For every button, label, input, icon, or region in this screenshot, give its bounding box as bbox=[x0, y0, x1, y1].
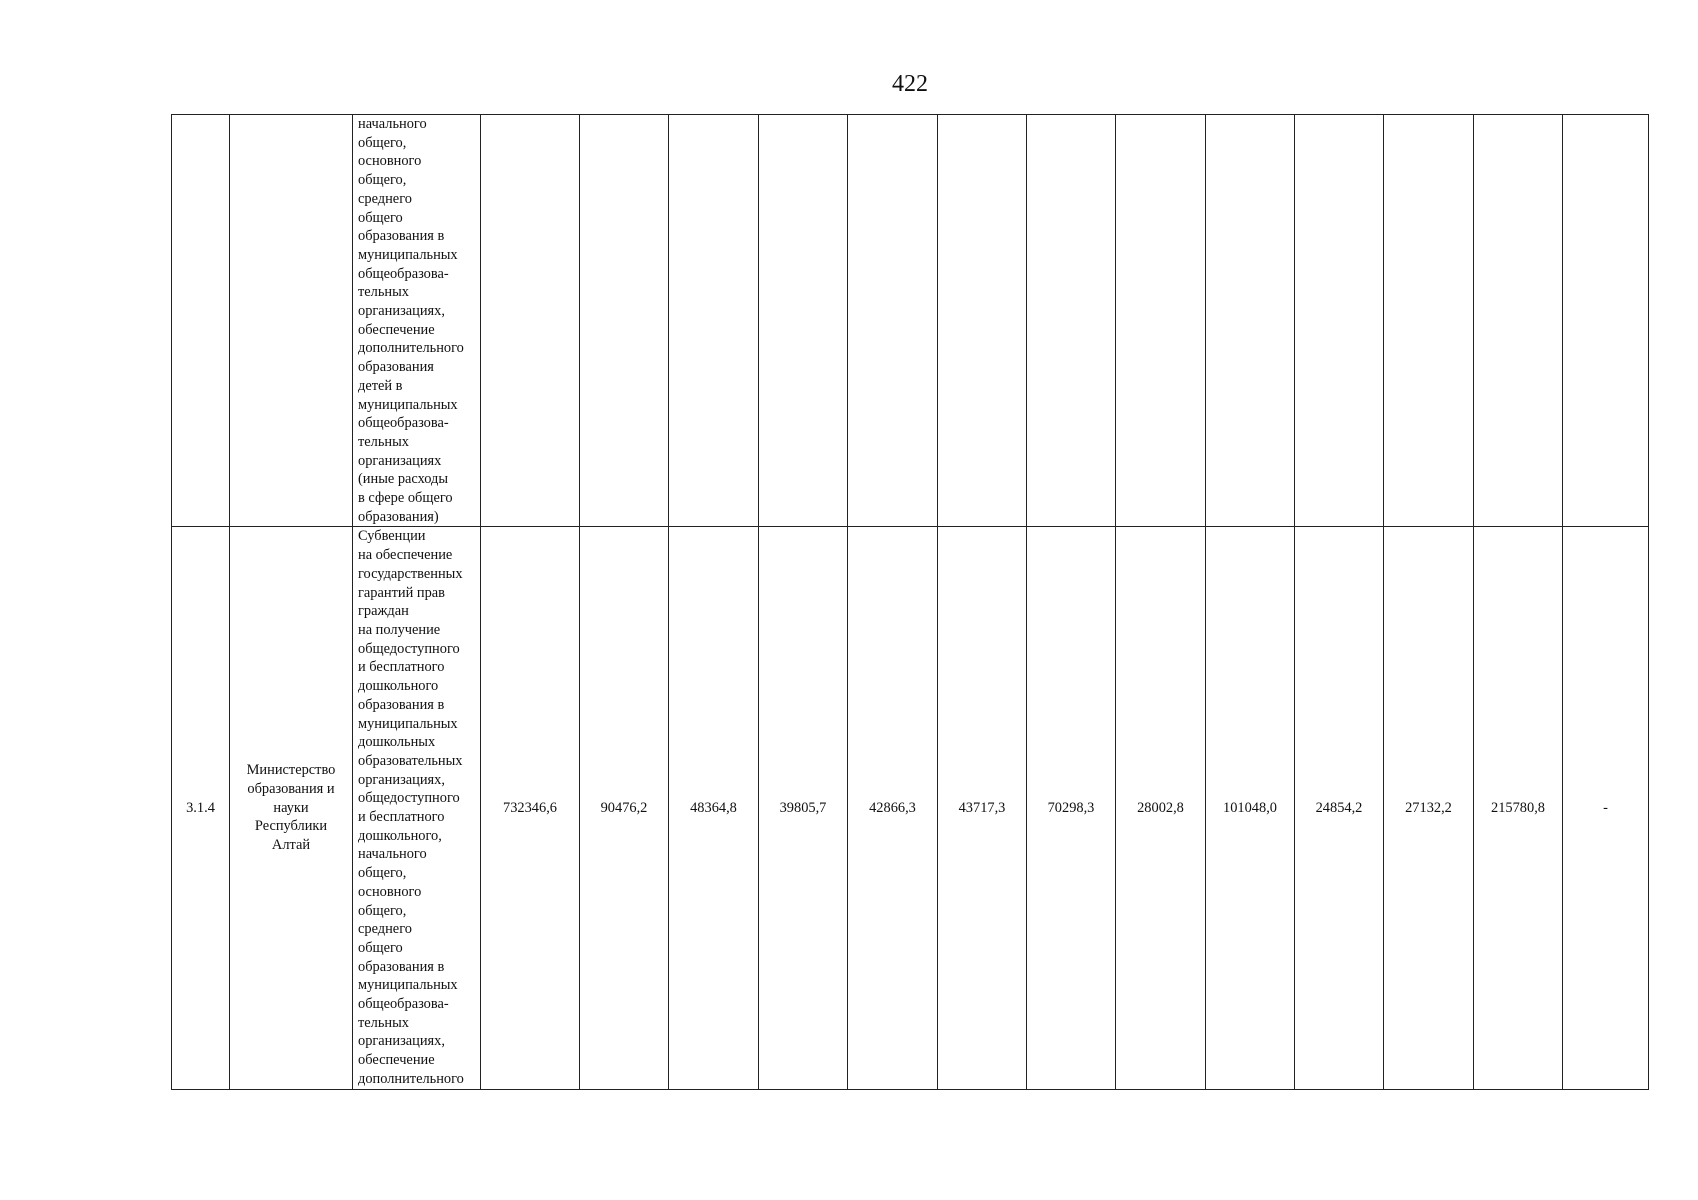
cell-code bbox=[172, 115, 230, 527]
cell-value bbox=[848, 115, 938, 527]
cell-value: 48364,8 bbox=[669, 527, 759, 1089]
cell-value bbox=[759, 115, 848, 527]
budget-table bbox=[171, 114, 1649, 1090]
cell-value: 90476,2 bbox=[580, 527, 669, 1089]
cell-value bbox=[1474, 115, 1563, 527]
cell-value bbox=[1563, 115, 1649, 527]
cell-organization: Министерство образования и науки Республики Алтай bbox=[230, 527, 353, 1089]
cell-value bbox=[580, 115, 669, 527]
cell-value: 24854,2 bbox=[1295, 527, 1384, 1089]
cell-value bbox=[669, 115, 759, 527]
cell-value: 42866,3 bbox=[848, 527, 938, 1089]
cell-value bbox=[1295, 115, 1384, 527]
cell-value bbox=[481, 115, 580, 527]
cell-value: 28002,8 bbox=[1116, 527, 1206, 1089]
cell-value: - bbox=[1563, 527, 1649, 1089]
cell-value: 732346,6 bbox=[481, 527, 580, 1089]
cell-description: начального общего, основного общего, среднего общего образования в муниципальных общеобразова- тельных организациях, обеспечение дополнительного образования детей в муниципальных общеобразова- тельных организациях (иные расходы в сфере общего образования) bbox=[353, 115, 481, 527]
cell-organization bbox=[230, 115, 353, 527]
cell-value: 70298,3 bbox=[1027, 527, 1116, 1089]
table-row bbox=[172, 527, 1649, 1089]
cell-code: 3.1.4 bbox=[172, 527, 230, 1089]
cell-value bbox=[938, 115, 1027, 527]
cell-description: Субвенции на обеспечение государственных гарантий прав граждан на получение общедоступного и бесплатного дошкольного образования в муниципальных дошкольных образовательных организациях, общедоступного и бесплатного дошкольного, начального общего, основного общего, среднего общего образования в муниципальных общеобразова- тельных организациях, обеспечение дополнительного bbox=[353, 527, 481, 1089]
page-number: 422 bbox=[892, 71, 928, 97]
cell-value bbox=[1116, 115, 1206, 527]
cell-value bbox=[1384, 115, 1474, 527]
cell-value: 215780,8 bbox=[1474, 527, 1563, 1089]
cell-value bbox=[1027, 115, 1116, 527]
cell-value bbox=[1206, 115, 1295, 527]
cell-value: 43717,3 bbox=[938, 527, 1027, 1089]
cell-value: 39805,7 bbox=[759, 527, 848, 1089]
cell-value: 101048,0 bbox=[1206, 527, 1295, 1089]
cell-value: 27132,2 bbox=[1384, 527, 1474, 1089]
table-row bbox=[172, 115, 1649, 527]
